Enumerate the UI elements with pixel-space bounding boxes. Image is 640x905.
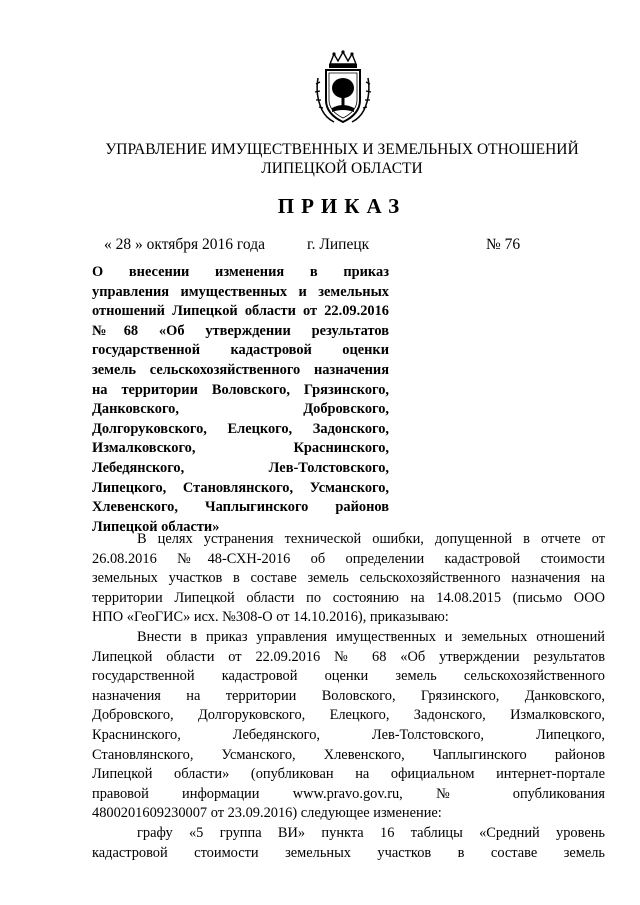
body-line: Внести в приказ управления имущественных и земельных отношений xyxy=(137,628,605,645)
body-line: 4800201609230007 от 23.09.2016) следующее изменение: xyxy=(92,805,442,822)
subject-line: О внесении изменения в приказ xyxy=(92,264,389,280)
order-subject xyxy=(92,263,389,537)
body-line: правовой информации www.pravo.gov.ru, № опубликования xyxy=(92,785,605,802)
subject-line: Липецкой области» xyxy=(92,518,220,535)
subject-line: Долгоруковского, Елецкого, Задонского, xyxy=(92,420,389,437)
order-number: № 76 xyxy=(486,236,521,253)
subject-line: земель сельскохозяйственного назначения xyxy=(92,361,389,378)
document-body xyxy=(92,530,605,863)
document-title: ПРИКАЗ xyxy=(277,194,407,218)
subject-line: №68 «Об утверждении результатов xyxy=(92,322,389,339)
body-line: территории Липецкой области по состоянию на 14.08.2015 (письмо ООО xyxy=(92,589,605,606)
body-line: Липецкой области» (опубликован на официальном интернет-портале xyxy=(92,766,605,783)
body-line: Становлянского, Усманского, Хлевенского, Чаплыгинского районов xyxy=(92,746,605,763)
lipetsk-coat-of-arms-icon xyxy=(312,50,374,126)
order-date: « 28 » октября 2016 года xyxy=(104,236,265,253)
body-line: 26.08.2016 №48-СХН-2016 об определении кадастровой стоимости xyxy=(92,550,605,567)
body-line: государственной кадастровой оценки земель сельскохозяйственного xyxy=(92,668,605,685)
body-line: кадастровой стоимости земельных участков в составе земель xyxy=(92,844,605,861)
subject-line: управления имущественных и земельных xyxy=(92,283,389,300)
subject-line: Липецкого, Становлянского, Усманского, xyxy=(92,479,389,496)
body-line: В целях устранения технической ошибки, допущенной в отчете от xyxy=(137,531,605,547)
subject-line: отношений Липецкой области от 22.09.2016 xyxy=(92,303,389,320)
order-city: г. Липецк xyxy=(307,236,370,253)
body-line: Краснинского, Лебедянского, Лев-Толстовского, Липецкого, xyxy=(92,726,605,743)
body-line: назначения на территории Воловского, Грязинского, Данковского, xyxy=(92,687,605,704)
body-line: НПО «ГеоГИС» исх. №308-О от 14.10.2016), приказываю: xyxy=(92,609,449,626)
subject-line: Хлевенского, Чаплыгинского районов xyxy=(92,499,389,516)
body-line: графу «5 группа ВИ» пункта 16 таблицы «Средний уровень xyxy=(137,824,605,841)
body-line: земельных участков в составе земель сельскохозяйственного назначения на xyxy=(92,570,605,587)
subject-line: на территории Воловского, Грязинского, xyxy=(92,381,389,398)
body-line: Добровского, Долгоруковского, Елецкого, Задонского, Измалковского, xyxy=(92,707,605,724)
organization-name-line2: ЛИПЕЦКОЙ ОБЛАСТИ xyxy=(261,160,423,177)
subject-line: Лебедянского, Лев-Толстовского, xyxy=(92,459,389,476)
subject-line: государственной кадастровой оценки xyxy=(92,342,389,359)
body-line: Липецкой области от 22.09.2016 № 68 «Об утверждении результатов xyxy=(92,648,605,665)
subject-line: Измалковского, Краснинского, xyxy=(92,440,389,457)
subject-line: Данковского, Добровского, xyxy=(92,401,389,418)
organization-name-line1: УПРАВЛЕНИЕ ИМУЩЕСТВЕННЫХ И ЗЕМЕЛЬНЫХ ОТНОШЕНИЙ xyxy=(105,141,579,158)
